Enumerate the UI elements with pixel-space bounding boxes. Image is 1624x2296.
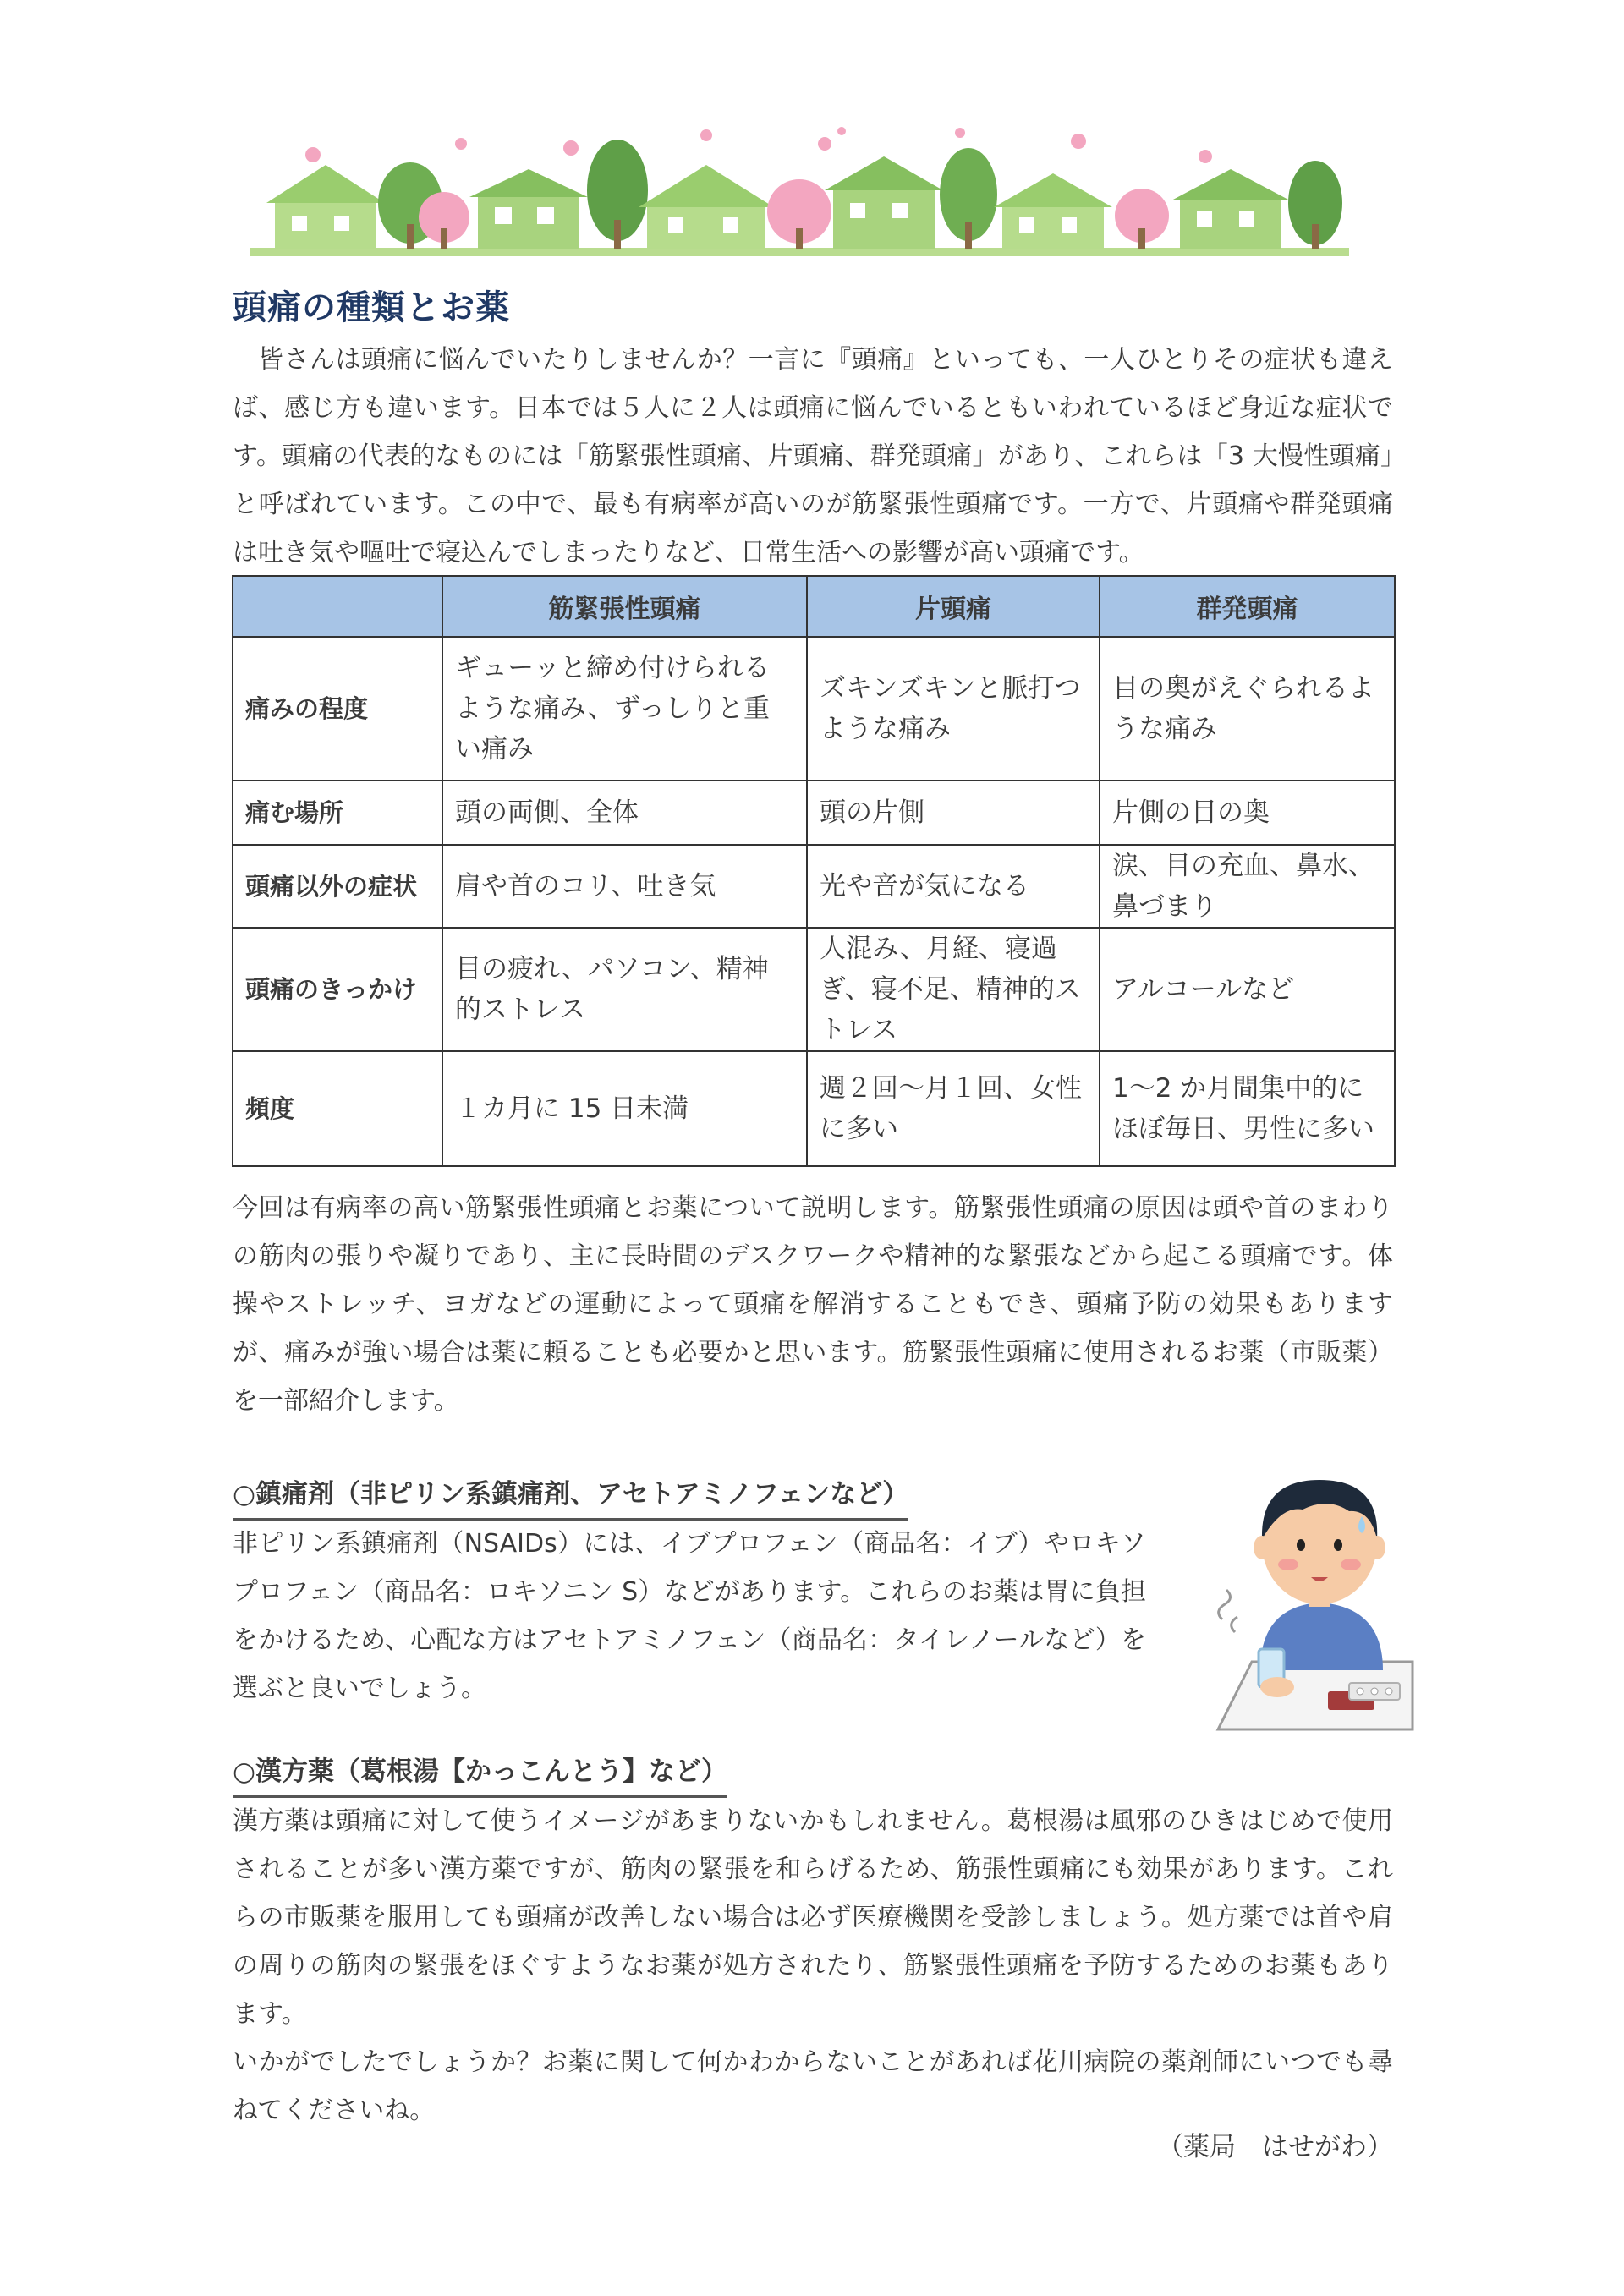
man-taking-medicine-illustration	[1201, 1450, 1421, 1746]
explanation-paragraph: 今回は有病率の高い筋緊張性頭痛とお薬について説明します。筋緊張性頭痛の原因は頭や首のまわりの筋肉の張りや凝りであり、主に長時間のデスクワークや精神的な緊張などから起こる頭痛です。体操やストレッチ、ヨガなどの運動によって頭痛を解消することもでき、頭痛予防の効果もありますが、痛みが強い場合は薬に頼ることも必要かと思います。筋緊張性頭痛に使用されるお薬（市販薬）を一部紹介します。	[233, 1193, 1393, 1416]
row-label: 頭痛以外の症状	[233, 845, 442, 928]
kampo-paragraph	[233, 1797, 1393, 2134]
kampo-heading: ○漢方薬（葛根湯【かっこんとう】など）	[233, 1753, 727, 1798]
table-cell: アルコールなど	[1100, 928, 1395, 1051]
kampo-body: 漢方薬は頭痛に対して使うイメージがあまりないかもしれません。葛根湯は風邪のひきはじめで使用されることが多い漢方薬ですが、筋肉の緊張を和らげるため、筋張性頭痛にも効果があります。これらの市販薬を服用しても頭痛が改善しない場合は必ず医療機関を受診しましょう。処方薬では首や肩の周りの筋肉の緊張をほぐすようなお薬が処方されたり、筋緊張性頭痛を予防するためのお薬もあります。	[233, 1806, 1393, 2029]
table-row	[233, 637, 1395, 781]
analgesic-paragraph: 非ピリン系鎮痛剤（NSAIDs）には、イブプロフェン（商品名：イブ）やロキソプロフェン（商品名：ロキソニン S）などがあります。これらのお薬は胃に負担をかけるため、心配な方はアセトアミノフェン（商品名：タイレノールなど）を選ぶと良いでしょう。	[233, 1529, 1146, 1703]
table-cell: 目の奥がえぐられるような痛み	[1100, 637, 1395, 781]
table-row	[233, 1051, 1395, 1166]
intro-paragraph: 皆さんは頭痛に悩んでいたりしませんか？一言に『頭痛』といっても、一人ひとりその症状も違えば、感じ方も違います。日本では５人に２人は頭痛に悩んでいるともいわれているほど身近な症状です。頭痛の代表的なものには「筋緊張性頭痛、片頭痛、群発頭痛」があり、これらは「3 大慢性頭痛」と呼ばれています。この中で、最も有病率が高いのが筋緊張性頭痛です。一方で、片頭痛や群発頭痛は吐き気や嘔吐で寝込んでしまったりなど、日常生活への影響が高い頭痛です。	[233, 345, 1393, 567]
town-illustration	[233, 123, 1366, 266]
row-label: 痛む場所	[233, 781, 442, 845]
table-cell: 頭の両側、全体	[442, 781, 807, 845]
table-header-cell: 片頭痛	[807, 576, 1100, 637]
table-header-cell	[233, 576, 442, 637]
row-label: 頭痛のきっかけ	[233, 928, 442, 1051]
table-header-cell: 筋緊張性頭痛	[442, 576, 807, 637]
table-cell: 頭の片側	[807, 781, 1100, 845]
analgesic-heading: ○鎮痛剤（非ピリン系鎮痛剤、アセトアミノフェンなど）	[233, 1476, 908, 1521]
table-cell: 目の疲れ、パソコン、精神的ストレス	[442, 928, 807, 1051]
headache-comparison-table	[232, 575, 1396, 1167]
page-title: 頭痛の種類とお薬	[233, 288, 510, 327]
table-cell: 1～2 か月間集中的にほぼ毎日、男性に多い	[1100, 1051, 1395, 1166]
table-header-row	[233, 576, 1395, 637]
table-cell: 週２回～月１回、女性に多い	[807, 1051, 1100, 1166]
signature: （薬局 はせがわ）	[1157, 2132, 1393, 2162]
table-cell: １カ月に 15 日未満	[442, 1051, 807, 1166]
table-cell: 人混み、月経、寝過ぎ、寝不足、精神的ストレス	[807, 928, 1100, 1051]
table-cell: 涙、目の充血、鼻水、鼻づまり	[1100, 845, 1395, 928]
table-cell: 光や音が気になる	[807, 845, 1100, 928]
table-row	[233, 928, 1395, 1051]
row-label: 頻度	[233, 1051, 442, 1166]
table-cell: 肩や首のコリ、吐き気	[442, 845, 807, 928]
table-row	[233, 781, 1395, 845]
row-label: 痛みの程度	[233, 637, 442, 781]
table-cell: 片側の目の奥	[1100, 781, 1395, 845]
table-cell: ズキンズキンと脈打つような痛み	[807, 637, 1100, 781]
table-cell: ギューッと締め付けられるような痛み、ずっしりと重い痛み	[442, 637, 807, 781]
table-header-cell: 群発頭痛	[1100, 576, 1395, 637]
closing-text: いかがでしたでしょうか？お薬に関して何かわからないことがあれば花川病院の薬剤師にいつでも尋ねてくださいね。	[233, 2047, 1393, 2125]
table-row	[233, 845, 1395, 928]
